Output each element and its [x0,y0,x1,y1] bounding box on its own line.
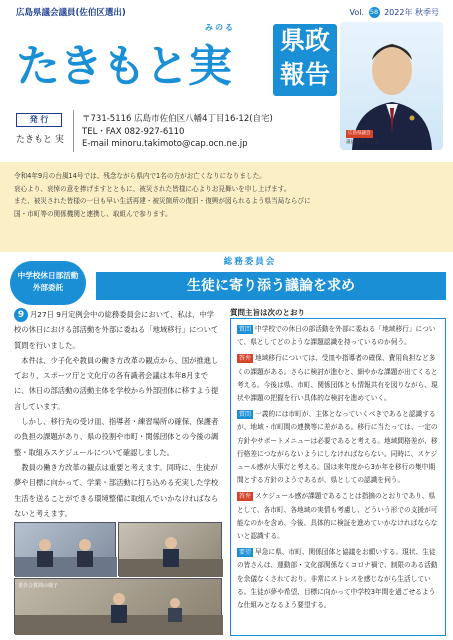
issue-label: 2022年 秋季号 [384,8,439,17]
topic-badge [10,261,86,305]
qa-tag: 答弁 [239,355,252,363]
article-paragraph: 教員の働き方改革の観点は重要と考えます。同時に、生徒が夢や目標に向かって、学業・部活動に打ち込める充実した学校生活を送ることができる環境整備に取組んでいかなければならないと考えます。 [14,462,219,518]
vol-prefix: Vol. [349,8,364,17]
vol-number: 58 [369,8,379,16]
header-subtitle: 広島県議会議員(佐伯区選出) [16,8,126,18]
article-paragraph: 本件は、少子化や教員の働き方改革の観点から、国が推進しており、スポーツ庁と文化庁の各有識者会議は本年8月までに、休日の部活動の活動主体を学校から外部団体に移すよう提言しています。 [14,355,219,411]
qa-box [230,318,446,636]
phone: TEL・FAX 082-927-6110 [82,126,185,137]
notice-line: 哀心より、哀悼の意を捧げますとともに、被災された皆様に心よりお見舞いを申し上げます。 [14,184,291,193]
qa-item [237,323,439,349]
qa-text: 地域移行については、受皿や指導者の確保、費用負担など多くの課題がある。さらに検討が進むと、細やかな課題が出てくると考える。今後は県、市町、関係団体とも情報共有を図りながら、現状や課題の把握を行い具体的な検討を進めていく。 [237,354,438,403]
committee-photo-3 [14,578,222,634]
photo-figures [119,523,223,577]
address: 〒731-5116 広島市佐伯区八幡4丁目16-12(自宅) [82,114,273,124]
qa-tag: 質問 [239,411,252,419]
qa-text: スケジュール感が課題であることは指摘のとおりであり、県として、各市町、各地域の実情も考慮し、どういう形での支援が可能なのかを含め、今後、具体的に検証を進めていかなければならないと認識する。 [237,492,438,541]
portrait-caption: 広島県議会 [348,131,371,136]
masthead-name: たきもと実 [16,41,231,92]
photo-figures [15,523,117,577]
article-body [14,307,220,521]
qa-title: 質問主旨は次のとおり [230,308,305,317]
qa-text: 一義的には市町が、主体となっていくべきであると認識するが、地域・市町間の連携等に差がある。移行に当たっては、一定の方針やサポートメニューは必要であると考える。地域間格差が、移行格差につながらないようにしなければならない。同時に、スケジュール感が大事だと考える。国は来年度から3か年を移行の集中期間とする方針のようであるが、県としての認識を伺う。 [237,410,438,485]
qa-item [237,352,439,405]
committee-title: 総務委員会 [223,257,277,267]
publisher-name: たきもと 実 [16,135,64,145]
qa-item [237,546,439,612]
contact-block [82,113,273,151]
qa-item [237,490,439,543]
notice-line: 令和4年9月の台風14号では、残念ながら県内で1名の方がお亡くなりになりました。 [14,172,266,180]
committee-photo-1 [14,522,116,576]
name-ruby: みのる [205,23,235,32]
notice-line: また、被災された皆様の一日も早い生活再建・被災箇所の復旧・復興が図られるよう県当局ならびに [14,197,311,206]
badge-line2: 外部委託 [32,283,64,292]
kensei-line1: 県政 [279,26,330,55]
qa-item [237,408,439,487]
article-paragraph: 9 月27日 9月定例会中の総務委員会において、私は、中学校の休日における部活動を外部に委ねる「地域移行」について質問を行いました。 [14,310,219,350]
condolence-text [14,170,442,221]
badge-line1: 中学校休日部活動 [17,271,79,280]
header [0,0,453,158]
kensei-houkoku-badge [273,24,337,96]
publisher-label: 発 行 [16,113,62,127]
photo-caption: 委員会質問の様子 [18,583,59,589]
drop-cap: 9 [14,308,28,322]
qa-text: 早急に県、市町、関係団体と協議をお願いする。現状、生徒の皆さんは、運動部・文化部関係なくコロナ禍で、制限のある活動を余儀なくされており、非常にストレスを感じながら生活している。生徒が夢や希望、目標に向かって中学校3年間を過ごせるような仕組みとなるよう要望する。 [237,548,438,610]
article-heading: 生徒に寄り添う議論を求め [96,272,446,300]
qa-tag: 要望 [239,549,252,557]
portrait-photo [340,22,443,150]
kensei-line2: 報告 [279,60,330,89]
committee-photo-2 [118,522,222,576]
email[interactable]: E-mail minoru.takimoto@cap.ocn.ne.jp [82,139,248,149]
issue-info [349,7,439,18]
qa-text: 中学校での休日の部活動を外部に委ねる「地域移行」について、県としてどのような課題認識を持っているのか伺う。 [237,325,436,347]
divider [73,110,74,152]
portrait-caption-2: 議員 たきもと実 [346,140,379,145]
article-paragraph: しかし、移行先の受け皿、指導者・練習場所の確保、保護者の負担の課題があり、県の役割や市町・関係団体との今後の調整・取組みスケジュールについて確認しました。 [14,417,219,457]
notice-line: 国・市町等の関係機関と連携し、取組んで参ります。 [14,210,172,219]
qa-tag: 質問 [239,326,252,333]
qa-tag: 答弁 [239,493,252,501]
